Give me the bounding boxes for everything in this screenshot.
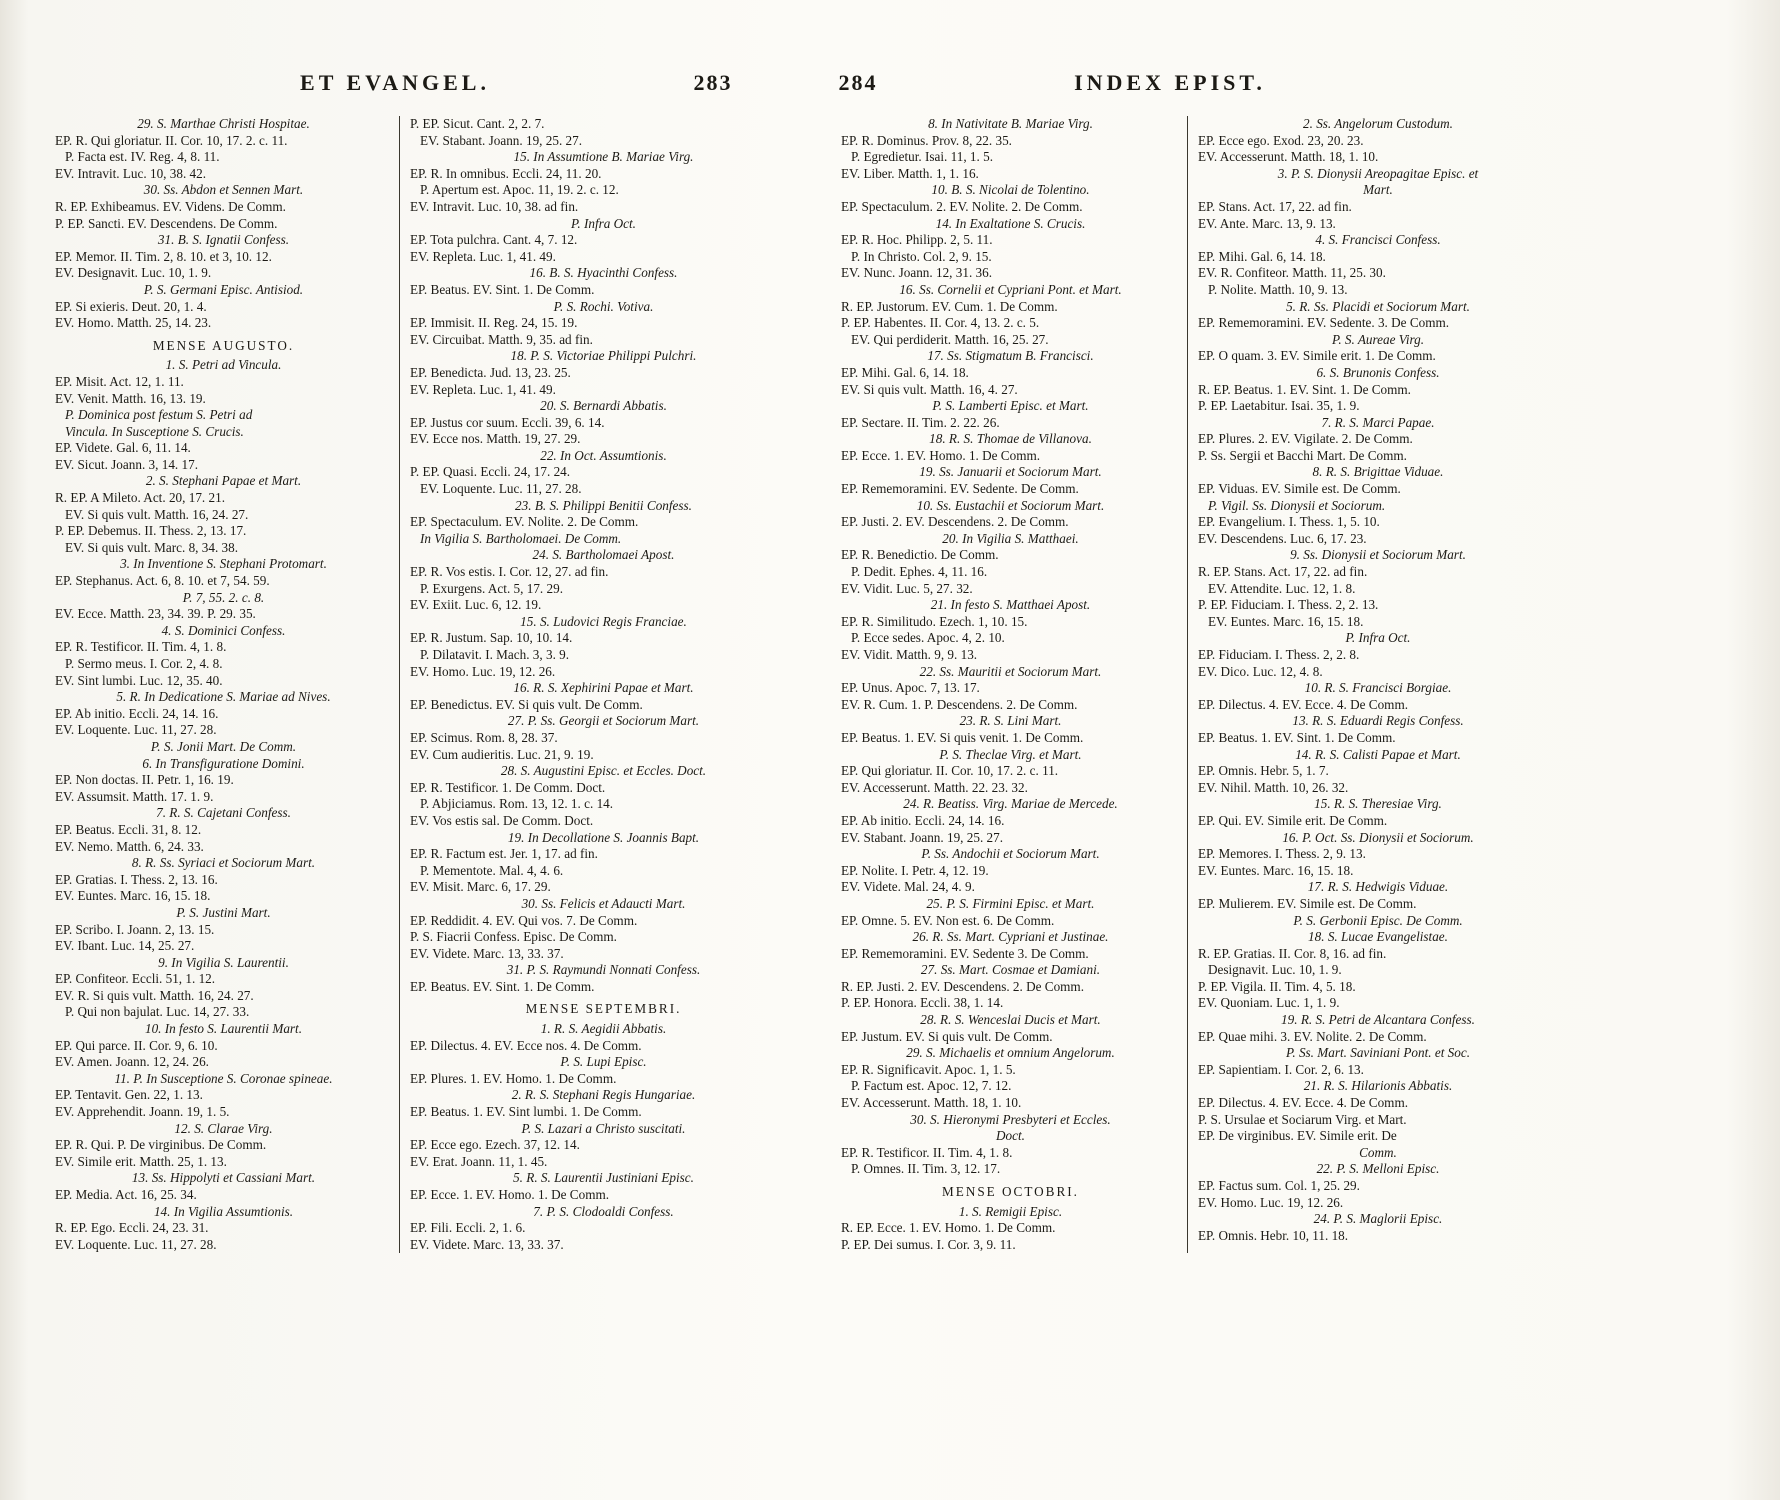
index-line: EP. Scimus. Rom. 8, 28. 37.: [410, 729, 558, 745]
index-line: EV. Vos estis sal. De Comm. Doct.: [410, 812, 594, 828]
index-line: EV. Dico. Luc. 12, 4. 8.: [1198, 663, 1323, 679]
index-line: EV. Videte. Marc. 13, 33. 37.: [410, 1236, 564, 1252]
index-line: 24. P. S. Maglorii Episc.: [1313, 1211, 1443, 1227]
index-line: 19. Ss. Januarii et Sociorum Mart.: [919, 464, 1102, 480]
index-line: EV. Cum audieritis. Luc. 21, 9. 19.: [410, 746, 594, 762]
index-line: EP. R. Significavit. Apoc. 1, 1. 5.: [841, 1061, 1016, 1077]
index-line: EP. Qui parce. II. Cor. 9, 6. 10.: [55, 1037, 218, 1053]
index-line: 30. Ss. Felicis et Adaucti Mart.: [521, 895, 686, 911]
index-line: P. S. Gerbonii Episc. De Comm.: [1293, 912, 1463, 928]
index-line: P. S. Ursulae et Sociarum Virg. et Mart.: [1198, 1111, 1407, 1127]
index-line: 2. Ss. Angelorum Custodum.: [1303, 116, 1453, 131]
index-line: 1. S. Petri ad Vincula.: [165, 357, 282, 373]
index-line: 27. Ss. Mart. Cosmae et Damiani.: [920, 962, 1101, 978]
index-line: 22. P. S. Melloni Episc.: [1316, 1161, 1440, 1177]
index-line: EV. Videte. Marc. 13, 33. 37.: [410, 945, 564, 961]
index-line: EP. Spectaculum. 2. EV. Nolite. 2. De Comm.: [841, 198, 1083, 214]
index-line: P. S. Justini Mart.: [176, 904, 271, 920]
index-line: 29. S. Marthae Christi Hospitae.: [137, 116, 310, 131]
index-line: P. S. Lazari a Christo suscitati.: [521, 1120, 686, 1136]
index-line: 4. S. Dominici Confess.: [161, 622, 286, 638]
index-line: 10. Ss. Eustachii et Sociorum Mart.: [916, 497, 1105, 513]
index-line: EP. Non doctas. II. Petr. 1, 16. 19.: [55, 772, 234, 788]
index-line: EP. Scribo. I. Joann. 2, 13. 15.: [55, 921, 215, 937]
index-line: P. Apertum est. Apoc. 11, 19. 2. c. 12.: [420, 182, 619, 198]
index-line: 31. B. S. Ignatii Confess.: [157, 232, 290, 248]
index-line: 31. P. S. Raymundi Nonnati Confess.: [506, 962, 701, 978]
index-line: EP. Beatus. EV. Sint. 1. De Comm.: [410, 978, 595, 994]
index-line: EP. Dilectus. 4. EV. Ecce. 4. De Comm.: [1198, 1095, 1408, 1111]
index-line: 19. R. S. Petri de Alcantara Confess.: [1281, 1012, 1475, 1028]
index-line: 20. In Vigilia S. Matthaei.: [942, 530, 1079, 546]
index-line: EP. Fili. Eccli. 2, 1. 6.: [410, 1220, 526, 1236]
index-line: 24. S. Bartholomaei Apost.: [532, 547, 675, 563]
index-line: P. Vigil. Ss. Dionysii et Sociorum.: [1208, 497, 1386, 513]
index-line: EV. Repleta. Luc. 1, 41. 49.: [410, 381, 556, 397]
index-line: 17. R. S. Hedwigis Viduae.: [1307, 879, 1449, 895]
index-line: EP. Qui. EV. Simile erit. De Comm.: [1198, 812, 1388, 828]
index-line: EV. Intravit. Luc. 10, 38. 42.: [55, 165, 207, 181]
index-line: EP. Videte. Gal. 6, 11. 14.: [55, 440, 191, 456]
index-line: 8. In Nativitate B. Mariae Virg.: [928, 116, 1093, 131]
index-line: 17. Ss. Stigmatum B. Francisci.: [927, 348, 1094, 364]
index-line: P. EP. Quasi. Eccli. 24, 17. 24.: [410, 464, 571, 480]
index-line: EP. De virginibus. EV. Simile erit. De: [1198, 1128, 1397, 1144]
index-line: P. Dominica post festum S. Petri ad: [65, 407, 253, 423]
index-line: P. Sermo meus. I. Cor. 2, 4. 8.: [65, 656, 223, 671]
index-line: P. EP. Sicut. Cant. 2, 2. 7.: [410, 116, 545, 131]
index-line: 1. S. Remigii Episc.: [958, 1203, 1063, 1219]
index-line: R. EP. Ego. Eccli. 24, 23. 31.: [55, 1220, 209, 1236]
index-line: 24. R. Beatiss. Virg. Mariae de Mercede.: [903, 796, 1118, 812]
index-line: EP. Justi. 2. EV. Descendens. 2. De Comm.: [841, 514, 1069, 530]
index-line: EP. Quae mihi. 3. EV. Nolite. 2. De Comm.: [1198, 1028, 1427, 1044]
index-line: EP. Viduas. EV. Simile est. De Comm.: [1198, 481, 1401, 497]
index-line: EV. Nemo. Matth. 6, 24. 33.: [55, 838, 204, 854]
index-line: EP. Qui gloriatur. II. Cor. 10, 17. 2. c. 11.: [841, 763, 1059, 779]
index-line: 4. S. Francisci Confess.: [1315, 232, 1441, 248]
index-line: P. Abjiciamus. Rom. 13, 12. 1. c. 14.: [420, 796, 614, 812]
index-line: Mart.: [1363, 182, 1393, 198]
index-line: P. Infra Oct.: [1345, 630, 1411, 646]
index-line: EV. Sint lumbi. Luc. 12, 35. 40.: [55, 672, 223, 688]
index-line: EP. Beatus. 1. EV. Sint lumbi. 1. De Comm.: [410, 1104, 642, 1120]
index-line: EP. Mihi. Gal. 6, 14. 18.: [841, 364, 969, 380]
index-line: R. EP. Ecce. 1. EV. Homo. 1. De Comm.: [841, 1220, 1056, 1236]
index-line: EP. R. In omnibus. Eccli. 24, 11. 20.: [410, 165, 602, 181]
index-line: 6. S. Brunonis Confess.: [1316, 364, 1440, 380]
index-line: EP. R. Factum est. Jer. 1, 17. ad fin.: [410, 846, 598, 862]
index-line: EP. Plures. 2. EV. Vigilate. 2. De Comm.: [1198, 431, 1413, 447]
index-line: P. Exurgens. Act. 5, 17. 29.: [420, 580, 563, 596]
index-line: 30. S. Hieronymi Presbyteri et Eccles.: [910, 1111, 1111, 1127]
index-line: EV. Ibant. Luc. 14, 25. 27.: [55, 938, 195, 954]
index-line: EP. Beatus. 1. EV. Sint. 1. De Comm.: [1198, 729, 1396, 745]
index-line: EV. Euntes. Marc. 16, 15. 18.: [1198, 862, 1354, 878]
index-line: EP. Gratias. I. Thess. 2, 13. 16.: [55, 871, 218, 887]
index-line: EP. Unus. Apoc. 7, 13. 17.: [841, 680, 980, 696]
index-line: EP. Mihi. Gal. 6, 14. 18.: [1198, 248, 1326, 264]
index-line: P. Egredietur. Isai. 11, 1. 5.: [851, 149, 993, 165]
index-line: P. EP. Dei sumus. I. Cor. 3, 9. 11.: [841, 1236, 1016, 1252]
index-line: EV. R. Cum. 1. P. Descendens. 2. De Comm.: [841, 696, 1078, 712]
index-line: 15. S. Ludovici Regis Franciae.: [520, 613, 687, 629]
index-line: EP. Plures. 1. EV. Homo. 1. De Comm.: [410, 1070, 617, 1086]
index-line: EP. Fiduciam. I. Thess. 2, 2. 8.: [1198, 647, 1360, 662]
index-line: 28. R. S. Wenceslai Ducis et Mart.: [920, 1012, 1101, 1028]
index-line: EV. Si quis vult. Matth. 16, 24. 27.: [65, 506, 249, 522]
index-line: 7. R. S. Marci Papae.: [1321, 414, 1435, 430]
index-line: 27. P. Ss. Georgii et Sociorum Mart.: [507, 713, 700, 729]
index-line: EV. R. Si quis vult. Matth. 16, 24. 27.: [55, 987, 254, 1003]
index-line: P. Ecce sedes. Apoc. 4, 2. 10.: [851, 630, 1005, 646]
index-line: EP. Sapientiam. I. Cor. 2, 6. 13.: [1198, 1061, 1364, 1077]
index-line: EV. Nunc. Joann. 12, 31. 36.: [841, 265, 993, 281]
index-line: EP. R. Testificor. 1. De Comm. Doct.: [410, 779, 606, 795]
index-line: EP. Ab initio. Eccli. 24, 14. 16.: [55, 705, 219, 721]
index-line: EP. Ecce. 1. EV. Homo. 1. De Comm.: [841, 447, 1041, 463]
index-line: MENSE AUGUSTO.: [152, 337, 295, 353]
right-page-number: 284: [838, 70, 878, 95]
index-line: EP. O quam. 3. EV. Simile erit. 1. De Comm.: [1198, 348, 1436, 364]
index-line: 8. R. S. Brigittae Viduae.: [1312, 464, 1444, 480]
index-line: EP. R. Benedictio. De Comm.: [841, 547, 999, 563]
index-line: EP. Tentavit. Gen. 22, 1. 13.: [55, 1087, 203, 1103]
index-line: EV. Loquente. Luc. 11, 27. 28.: [55, 1236, 217, 1252]
index-line: EV. Attendite. Luc. 12, 1. 8.: [1208, 580, 1356, 596]
index-line: EP. Immisit. II. Reg. 24, 15. 19.: [410, 315, 578, 331]
index-line: 3. In Inventione S. Stephani Protomart.: [120, 556, 327, 572]
index-line: 18. P. S. Victoriae Philippi Pulchri.: [510, 348, 697, 364]
index-line: EV. Misit. Marc. 6, 17. 29.: [410, 879, 551, 895]
index-line: 6. In Transfiguratione Domini.: [142, 755, 305, 771]
index-line: EP. Ecce. 1. EV. Homo. 1. De Comm.: [410, 1187, 610, 1202]
index-line: 22. Ss. Mauritii et Sociorum Mart.: [919, 663, 1102, 679]
index-line: Doct.: [996, 1128, 1025, 1144]
index-line: EV. Euntes. Marc. 16, 15. 18.: [1208, 613, 1364, 629]
index-line: 21. In festo S. Matthaei Apost.: [930, 597, 1091, 613]
index-line: 18. R. S. Thomae de Villanova.: [929, 431, 1092, 447]
index-line: EV. Vidit. Matth. 9, 9. 13.: [841, 647, 978, 662]
left-running-title: ET EVANGEL.: [300, 70, 490, 95]
index-line: EV. Intravit. Luc. 10, 38. ad fin.: [410, 198, 579, 214]
index-line: EP. Justus cor suum. Eccli. 39, 6. 14.: [410, 414, 605, 430]
index-line: EV. Ecce. Matth. 23, 34. 39. P. 29. 35.: [55, 606, 256, 622]
index-line: EV. Stabant. Joann. 19, 25. 27.: [420, 132, 583, 148]
index-line: EV. Erat. Joann. 11, 1. 45.: [410, 1153, 548, 1169]
index-line: EP. Beatus. Eccli. 31, 8. 12.: [55, 821, 202, 837]
index-line: MENSE OCTOBRI.: [942, 1184, 1079, 1199]
index-line: EV. Euntes. Marc. 16, 15. 18.: [55, 888, 211, 904]
index-line: R. EP. Exhibeamus. EV. Videns. De Comm.: [55, 198, 286, 214]
index-line: 16. P. Oct. Ss. Dionysii et Sociorum.: [1282, 829, 1474, 845]
index-line: EV. Sicut. Joann. 3, 14. 17.: [55, 456, 198, 472]
index-line: 21. R. S. Hilarionis Abbatis.: [1303, 1078, 1453, 1094]
index-line: 5. R. Ss. Placidi et Sociorum Mart.: [1286, 298, 1470, 314]
index-line: EP. Ab initio. Eccli. 24, 14. 16.: [841, 812, 1005, 828]
index-line: 22. In Oct. Assumtionis.: [540, 447, 667, 463]
index-line: P. EP. Habentes. II. Cor. 4, 13. 2. c. 5.: [841, 315, 1040, 331]
index-line: P. Factum est. Apoc. 12, 7. 12.: [851, 1078, 1012, 1094]
index-line: P. Omnes. II. Tim. 3, 12. 17.: [851, 1161, 1001, 1177]
index-line: EV. Stabant. Joann. 19, 25. 27.: [841, 829, 1004, 845]
index-line: 7. R. S. Cajetani Confess.: [156, 805, 291, 821]
right-running-title: INDEX EPIST.: [1074, 70, 1266, 95]
index-line: EV. Ante. Marc. 13, 9. 13.: [1198, 215, 1336, 231]
index-line: 13. R. S. Eduardi Regis Confess.: [1292, 713, 1464, 729]
index-line: EV. Quoniam. Luc. 1, 1. 9.: [1198, 995, 1340, 1011]
index-line: EP. Benedicta. Jud. 13, 23. 25.: [410, 364, 571, 380]
index-line: P. Qui non bajulat. Luc. 14, 27. 33.: [65, 1004, 250, 1020]
page-283-column-1: [55, 116, 399, 1253]
index-line: EV. Nihil. Matth. 10, 26. 32.: [1198, 779, 1349, 795]
running-headers: [0, 70, 1780, 104]
index-line: 8. R. Ss. Syriaci et Sociorum Mart.: [131, 855, 316, 871]
index-line: P. S. Jonii Mart. De Comm.: [150, 738, 297, 754]
index-line: Comm.: [1359, 1144, 1397, 1160]
index-line: EP. Confiteor. Eccli. 51, 1. 12.: [55, 971, 216, 987]
index-line: EV. Liber. Matth. 1, 1. 16.: [841, 165, 979, 181]
index-line: EP. R. Dominus. Prov. 8, 22. 35.: [841, 132, 1012, 148]
index-line: 10. R. S. Francisci Borgiae.: [1304, 680, 1452, 696]
index-line: EV. Homo. Matth. 25, 14. 23.: [55, 315, 212, 331]
index-line: EV. Assumsit. Matth. 17. 1. 9.: [55, 788, 214, 804]
index-line: EP. Spectaculum. EV. Nolite. 2. De Comm.: [410, 514, 639, 530]
index-line: EP. Nolite. I. Petr. 4, 12. 19.: [841, 862, 989, 878]
index-line: R. EP. Gratias. II. Cor. 8, 16. ad fin.: [1198, 945, 1387, 961]
index-line: EP. Ecce ego. Exod. 23, 20. 23.: [1198, 132, 1364, 148]
index-line: 29. S. Michaelis et omnium Angelorum.: [906, 1045, 1115, 1061]
index-line: EV. Descendens. Luc. 6, 17. 23.: [1198, 530, 1367, 546]
index-line: P. EP. Debemus. II. Thess. 2, 13. 17.: [55, 523, 247, 539]
index-line: EP. Rememoramini. EV. Sedente. De Comm.: [841, 481, 1079, 497]
index-line: EP. R. Testificor. II. Tim. 4, 1. 8.: [55, 639, 227, 655]
index-line: EP. Stephanus. Act. 6, 8. 10. et 7, 54. 59.: [55, 573, 270, 589]
index-line: EP. Justum. EV. Si quis vult. De Comm.: [841, 1028, 1053, 1044]
index-line: 9. In Vigilia S. Laurentii.: [158, 954, 289, 970]
index-line: EP. Benedictus. EV. Si quis vult. De Comm.: [410, 696, 643, 712]
index-line: 19. In Decollatione S. Joannis Bapt.: [507, 829, 700, 845]
index-line: EV. Exiit. Luc. 6, 12. 19.: [410, 597, 542, 613]
index-line: 14. In Vigilia Assumtionis.: [153, 1203, 294, 1219]
index-line: EP. Rememoramini. EV. Sedente. 3. De Comm.: [1198, 315, 1450, 331]
index-line: 16. Ss. Cornelii et Cypriani Pont. et Mart.: [899, 281, 1122, 297]
index-line: P. EP. Honora. Eccli. 38, 1. 14.: [841, 995, 1004, 1011]
index-line: EV. Apprehendit. Joann. 19, 1. 5.: [55, 1104, 230, 1120]
index-line: 14. R. S. Calisti Papae et Mart.: [1295, 746, 1461, 762]
index-line: P. S. Lupi Episc.: [560, 1054, 647, 1070]
index-line: EP. R. Hoc. Philipp. 2, 5. 11.: [841, 232, 993, 248]
index-line: In Vigilia S. Bartholomaei. De Comm.: [420, 530, 622, 546]
index-line: 5. R. S. Laurentii Justiniani Episc.: [513, 1170, 694, 1186]
index-line: R. EP. A Mileto. Act. 20, 17. 21.: [55, 490, 225, 506]
index-line: EP. Omne. 5. EV. Non est. 6. De Comm.: [841, 912, 1055, 928]
index-line: 16. R. S. Xephirini Papae et Mart.: [513, 680, 694, 696]
index-line: 28. S. Augustini Episc. et Eccles. Doct.: [500, 763, 707, 779]
index-line: EP. Media. Act. 16, 25. 34.: [55, 1187, 197, 1202]
index-line: EV. Accesserunt. Matth. 18, 1. 10.: [1198, 149, 1379, 165]
index-line: EP. Beatus. 1. EV. Si quis venit. 1. De Comm.: [841, 729, 1084, 745]
index-line: EP. Reddidit. 4. EV. Qui vos. 7. De Comm.: [410, 912, 638, 928]
index-line: 16. B. S. Hyacinthi Confess.: [529, 265, 678, 281]
index-line: EP. Omnis. Hebr. 5, 1. 7.: [1198, 763, 1329, 779]
index-line: 30. Ss. Abdon et Sennen Mart.: [143, 182, 304, 198]
index-line: P. Infra Oct.: [571, 215, 636, 231]
index-line: P. EP. Vigila. II. Tim. 4, 5. 18.: [1198, 978, 1356, 994]
index-line: 26. R. Ss. Mart. Cypriani et Justinae.: [912, 929, 1109, 945]
page-gutter: [797, 116, 841, 1253]
index-line: 10. B. S. Nicolai de Tolentino.: [931, 182, 1090, 198]
index-line: EP. Beatus. EV. Sint. 1. De Comm.: [410, 281, 595, 297]
index-line: EV. R. Confiteor. Matth. 11, 25. 30.: [1198, 265, 1386, 281]
index-line: EP. R. Qui. P. De virginibus. De Comm.: [55, 1137, 267, 1153]
index-line: EV. Accesserunt. Matth. 22. 23. 32.: [841, 779, 1028, 795]
index-line: EP. R. Qui gloriatur. II. Cor. 10, 17. 2. c. 11.: [55, 132, 288, 148]
index-line: EP. Memores. I. Thess. 2, 9. 13.: [1198, 846, 1366, 862]
index-line: 1. R. S. Aegidii Abbatis.: [540, 1021, 667, 1037]
index-line: 13. Ss. Hippolyti et Cassiani Mart.: [131, 1170, 316, 1186]
index-line: P. EP. Fiduciam. I. Thess. 2, 2. 13.: [1198, 597, 1379, 613]
index-line: P. Ss. Andochii et Sociorum Mart.: [921, 846, 1100, 862]
index-line: P. Ss. Mart. Saviniani Pont. et Soc.: [1286, 1045, 1470, 1061]
index-line: EV. Qui perdiderit. Matth. 16, 25. 27.: [851, 331, 1049, 347]
index-line: EV. Si quis vult. Marc. 8, 34. 38.: [65, 539, 239, 555]
index-line: 7. P. S. Clodoaldi Confess.: [533, 1203, 674, 1219]
index-line: EP. Dilectus. 4. EV. Ecce nos. 4. De Comm.: [410, 1037, 642, 1053]
index-columns: [55, 116, 1558, 1253]
index-line: 5. R. In Dedicatione S. Mariae ad Nives.: [116, 689, 331, 705]
index-line: P. EP. Sancti. EV. Descendens. De Comm.: [55, 215, 278, 231]
index-line: 23. R. S. Lini Mart.: [959, 713, 1062, 729]
index-line: EP. Sectare. II. Tim. 2. 22. 26.: [841, 414, 1000, 430]
index-line: P. S. Fiacrii Confess. Episc. De Comm.: [410, 929, 617, 945]
index-line: EP. R. Vos estis. I. Cor. 12, 27. ad fin.: [410, 564, 609, 580]
index-line: 2. S. Stephani Papae et Mart.: [145, 473, 302, 489]
index-line: EP. Misit. Act. 12, 1. 11.: [55, 373, 184, 389]
index-line: EV. Designavit. Luc. 10, 1. 9.: [55, 265, 212, 281]
index-line: EV. Circuibat. Matth. 9, 35. ad fin.: [410, 331, 593, 347]
index-line: EV. Homo. Luc. 19, 12. 26.: [410, 663, 556, 679]
page-284-column-1: [841, 116, 1187, 1253]
index-line: EP. R. Similitudo. Ezech. 1, 10. 15.: [841, 613, 1028, 629]
index-line: 15. In Assumtione B. Mariae Virg.: [513, 149, 694, 165]
index-line: 11. P. In Susceptione S. Coronae spineae.: [114, 1070, 333, 1086]
index-line: 14. In Exaltatione S. Crucis.: [935, 215, 1086, 231]
index-line: EV. Ecce nos. Matth. 19, 27. 29.: [410, 431, 581, 447]
index-line: P. Dilatavit. I. Mach. 3, 3. 9.: [420, 647, 570, 662]
index-line: R. EP. Justorum. EV. Cum. 1. De Comm.: [841, 298, 1058, 314]
index-line: P. Facta est. IV. Reg. 4, 8. 11.: [65, 149, 220, 165]
index-line: Vincula. In Susceptione S. Crucis.: [65, 423, 244, 439]
index-line: 2. R. S. Stephani Regis Hungariae.: [511, 1087, 696, 1103]
index-line: P. Dedit. Ephes. 4, 11. 16.: [851, 564, 988, 580]
page-283-column-2: [400, 116, 797, 1253]
index-line: 15. R. S. Theresiae Virg.: [1314, 796, 1442, 812]
index-line: EV. Homo. Luc. 19, 12. 26.: [1198, 1194, 1344, 1210]
index-line: EP. Si exieris. Deut. 20, 1. 4.: [55, 298, 207, 314]
index-line: EP. Ecce ego. Ezech. 37, 12. 14.: [410, 1137, 580, 1153]
index-line: 3. P. S. Dionysii Areopagitae Episc. et: [1277, 165, 1479, 181]
index-line: EP. Dilectus. 4. EV. Ecce. 4. De Comm.: [1198, 696, 1408, 712]
index-line: EV. Vidit. Luc. 5, 27. 32.: [841, 580, 973, 596]
index-line: EV. Si quis vult. Matth. 16, 4. 27.: [841, 381, 1018, 397]
index-line: 20. S. Bernardi Abbatis.: [540, 398, 667, 414]
index-line: EP. Tota pulchra. Cant. 4, 7. 12.: [410, 232, 578, 248]
index-line: EP. Stans. Act. 17, 22. ad fin.: [1198, 198, 1352, 214]
index-line: 12. S. Clarae Virg.: [174, 1120, 273, 1136]
index-line: 23. B. S. Philippi Benitii Confess.: [515, 497, 692, 513]
index-line: EP. Evangelium. I. Thess. 1, 5. 10.: [1198, 514, 1380, 530]
index-line: EV. Videte. Mal. 24, 4. 9.: [841, 879, 975, 895]
index-line: EP. R. Justum. Sap. 10, 10. 14.: [410, 630, 573, 646]
index-line: EV. Loquente. Luc. 11, 27. 28.: [55, 722, 217, 738]
index-line: P. In Christo. Col. 2, 9. 15.: [851, 248, 992, 264]
index-line: EP. Omnis. Hebr. 10, 11. 18.: [1198, 1227, 1349, 1243]
index-line: EP. Rememoramini. EV. Sedente 3. De Comm.: [841, 945, 1089, 961]
index-line: P. Ss. Sergii et Bacchi Mart. De Comm.: [1198, 447, 1407, 463]
index-line: P. S. Lamberti Episc. et Mart.: [932, 398, 1089, 414]
index-line: EP. R. Testificor. II. Tim. 4, 1. 8.: [841, 1144, 1013, 1160]
index-line: EP. Mulierem. EV. Simile est. De Comm.: [1198, 895, 1417, 911]
index-line: 9. Ss. Dionysii et Sociorum Mart.: [1290, 547, 1466, 563]
index-line: 10. In festo S. Laurentii Mart.: [144, 1021, 303, 1037]
left-page-number: 283: [693, 70, 733, 95]
index-line: P. EP. Laetabitur. Isai. 35, 1. 9.: [1198, 398, 1360, 414]
index-line: EV. Amen. Joann. 12, 24. 26.: [55, 1054, 209, 1070]
index-line: P. Nolite. Matth. 10, 9. 13.: [1208, 281, 1348, 297]
index-line: R. EP. Stans. Act. 17, 22. ad fin.: [1198, 564, 1368, 580]
index-line: EV. Accesserunt. Matth. 18, 1. 10.: [841, 1095, 1022, 1111]
index-line: P. 7, 55. 2. c. 8.: [182, 589, 265, 605]
index-line: 18. S. Lucae Evangelistae.: [1308, 929, 1448, 945]
index-line: EP. Factus sum. Col. 1, 25. 29.: [1198, 1178, 1360, 1193]
index-line: P. S. Rochi. Votiva.: [553, 298, 654, 314]
index-line: P. Mementote. Mal. 4, 4. 6.: [420, 862, 564, 878]
index-line: EV. Repleta. Luc. 1, 41. 49.: [410, 248, 556, 264]
index-line: EV. Venit. Matth. 16, 13. 19.: [55, 390, 206, 406]
index-line: EV. Simile erit. Matth. 25, 1. 13.: [55, 1153, 227, 1169]
index-line: R. EP. Justi. 2. EV. Descendens. 2. De Comm.: [841, 978, 1084, 994]
index-line: EP. Memor. II. Tim. 2, 8. 10. et 3, 10. 12.: [55, 248, 272, 264]
index-line: Designavit. Luc. 10, 1. 9.: [1208, 962, 1342, 978]
index-line: MENSE SEPTEMBRI.: [525, 1001, 682, 1017]
index-line: R. EP. Beatus. 1. EV. Sint. 1. De Comm.: [1198, 381, 1411, 397]
page-284-column-2: [1188, 116, 1558, 1253]
index-line: 25. P. S. Firmini Episc. et Mart.: [926, 895, 1095, 911]
index-line: P. S. Aureae Virg.: [1331, 331, 1425, 347]
index-line: P. S. Germani Episc. Antisiod.: [143, 281, 304, 297]
index-line: EV. Loquente. Luc. 11, 27. 28.: [420, 481, 582, 497]
index-line: P. S. Theclae Virg. et Mart.: [939, 746, 1082, 762]
